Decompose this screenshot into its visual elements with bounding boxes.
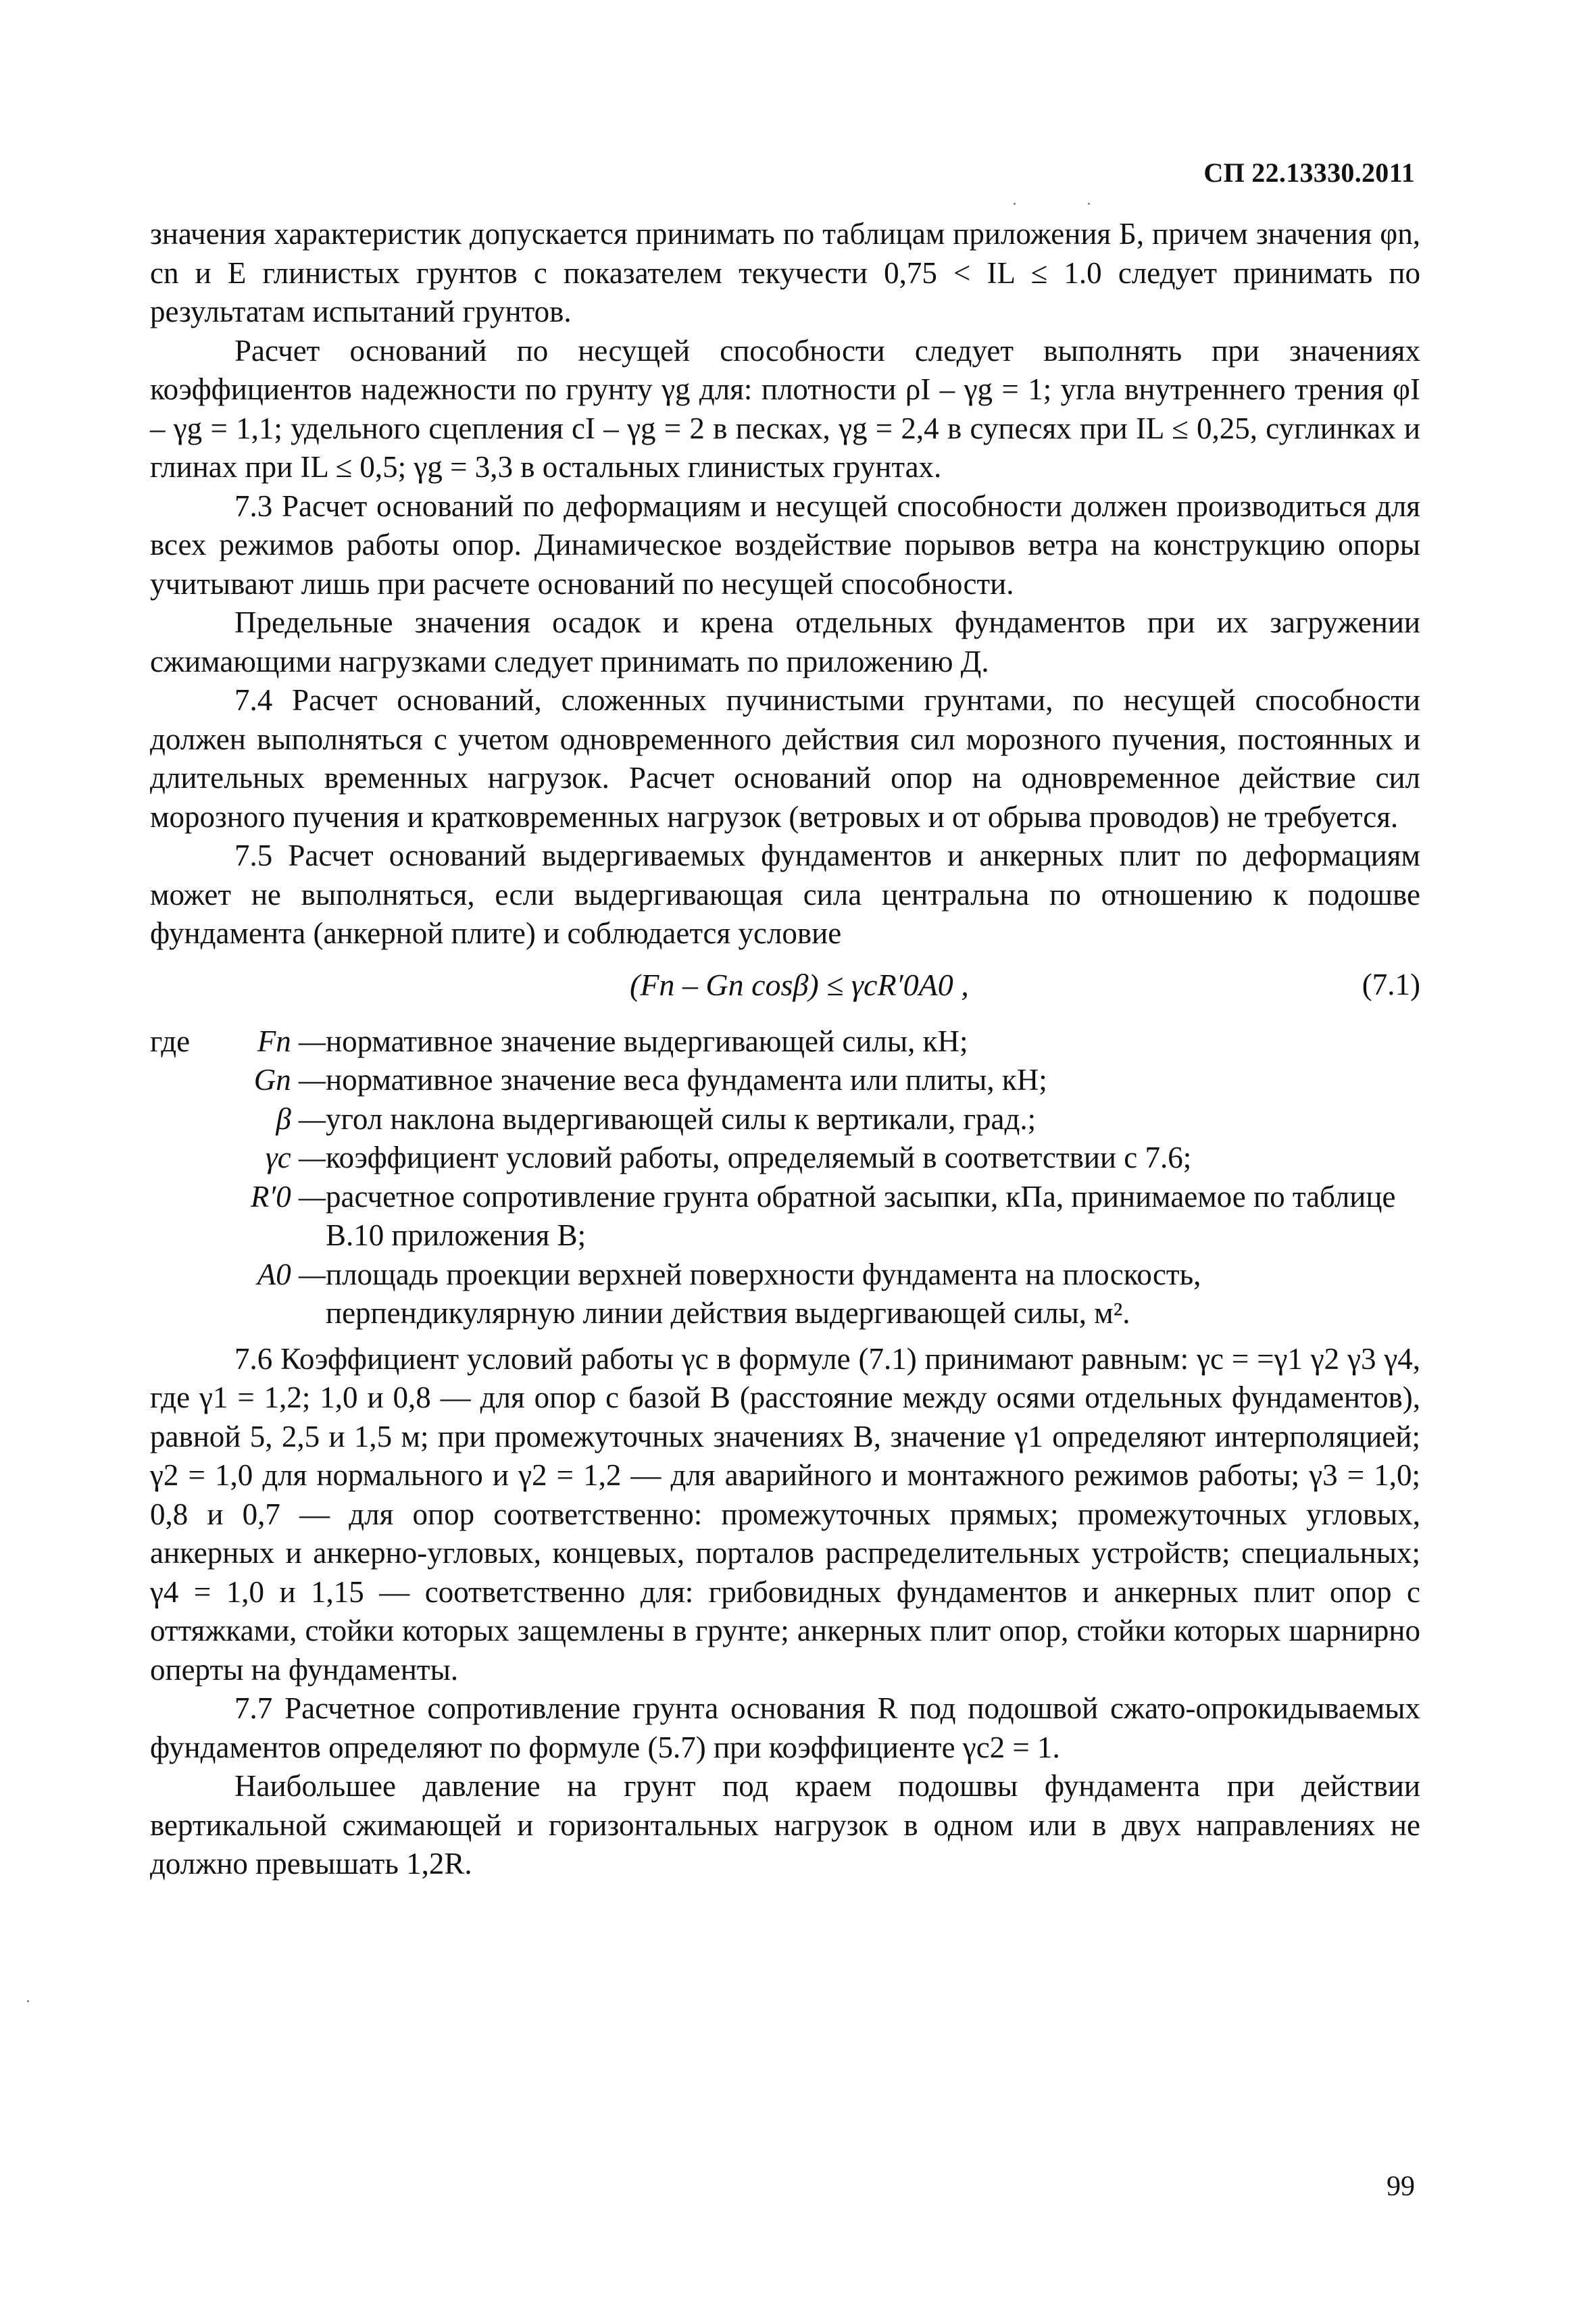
legend-item — [257, 1255, 1420, 1333]
legend-text: коэффициент условий работы, определяемый в соответствии с 7.6; — [326, 1141, 1192, 1174]
scan-speck — [1014, 203, 1016, 205]
legend-symbol: A0 — — [257, 1257, 326, 1291]
legend-symbol: γc — — [266, 1141, 326, 1174]
section-7-7: 7.7 Расчетное сопротивление грунта основания R под подошвой сжато-опрокидываемых фундаментов определяют по формуле (5.7) при коэффициенте γc2 = 1. — [150, 1691, 1420, 1764]
body-text — [150, 215, 1420, 1884]
section-7-5: 7.5 Расчет оснований выдергиваемых фундаментов и анкерных плит по деформациям может не выполняться, если выдергивающая сила центральна по отношению к подошве фундамента (анкерной плите) и соблюдается условие — [150, 839, 1420, 950]
section-7-6: 7.6 Коэффициент условий работы γc в формуле (7.1) принимают равным: γc = =γ1 γ2 γ3 γ4, где γ1 = 1,2; 1,0 и 0,8 — для опор с базой B (расстояние между осями отдельных фундаментов), равной 5, 2,5 и 1,5 м; при промежуточных значениях B, значение γ1 определяют интерполяцией; γ2 = 1,0 для нормального и γ2 = 1,2 — для аварийного и монтажного режимов работы; γ3 = 1,0; 0,8 и 0,7 — для опор соответственно: промежуточных прямых; промежуточных угловых, анкерных и анкерно-угловых, концевых, порталов распределительных устройств; специальных; γ4 = 1,0 и 1,15 — соответственно для: грибовидных фундаментов и анкерных плит опор с оттяжками, стойки которых защемлены в грунте; анкерных плит опор, стойки которых шарнирно оперты на фундаменты. — [150, 1341, 1420, 1687]
legend-item — [257, 1022, 1420, 1062]
paragraph: Расчет оснований по несущей способности следует выполнять при значениях коэффициентов надежности по грунту γg для: плотности ρI – γg = 1; угла внутреннего трения φI – γg = 1,1; удельного сцепления cI – γg = 2 в песках, γg = 2,4 в супесях при IL ≤ 0,25, суглинках и глинах при IL ≤ 0,5; γg = 3,3 в остальных глинистых грунтах. — [150, 333, 1420, 484]
legend-text: нормативное значение выдергивающей силы, кН; — [326, 1024, 968, 1058]
legend-item — [266, 1139, 1420, 1178]
page-number: 99 — [1387, 2171, 1415, 2202]
section-7-3: 7.3 Расчет оснований по деформациям и несущей способности должен производиться для всех режимов работы опор. Динамическое воздействие порывов ветра на конструкцию опоры учитывают лишь при расчете оснований по несущей способности. — [150, 489, 1420, 601]
paragraph: Наибольшее давление на грунт под краем подошвы фундамента при действии вертикальной сжимающей и горизонтальных нагрузок в одном или в двух направлениях не должно превышать 1,2R. — [150, 1769, 1420, 1881]
paragraph: значения характеристик допускается принимать по таблицам приложения Б, причем значения φn, cn и E глинистых грунтов с показателем текучести 0,75 < IL ≤ 1.0 следует принимать по результатам испытаний грунтов. — [150, 217, 1420, 328]
formula-number: (7.1) — [1362, 967, 1420, 1001]
legend-text: расчетное сопротивление грунта обратной засыпки, кПа, принимаемое по таблице В.10 приложения В; — [326, 1179, 1396, 1252]
legend-text: нормативное значение веса фундамента или плиты, кН; — [326, 1063, 1047, 1097]
legend-item — [276, 1100, 1420, 1139]
legend-symbol: R′0 — — [250, 1179, 326, 1214]
legend-item — [250, 1178, 1420, 1255]
formula-row — [150, 960, 1420, 1022]
paragraph: Предельные значения осадок и крена отдельных фундаментов при их загружении сжимающими нагрузками следует принимать по приложению Д. — [150, 605, 1420, 678]
formula-7-1: (Fn – Gn cosβ) ≤ γcR′0A0 , — [630, 967, 969, 1002]
running-header: СП 22.13330.2011 — [1203, 157, 1415, 188]
scan-speck — [1088, 203, 1090, 205]
legend-text: угол наклона выдергивающей силы к вертикали, град.; — [326, 1101, 1037, 1136]
legend-text: площадь проекции верхней поверхности фундамента на плоскость, перпендикулярную линии действия выдергивающей силы, м². — [326, 1257, 1201, 1330]
where-legend — [150, 1022, 1420, 1333]
where-items — [250, 1022, 1420, 1333]
legend-symbol: Fn — — [257, 1024, 326, 1058]
legend-item — [253, 1061, 1420, 1100]
legend-symbol: β — — [276, 1101, 326, 1136]
where-word: где — [150, 1024, 191, 1058]
legend-symbol: Gn — — [253, 1063, 326, 1097]
section-7-4: 7.4 Расчет оснований, сложенных пучинистыми грунтами, по несущей способности должен выполняться с учетом одновременного действия сил морозного пучения, постоянных и длительных временных нагрузок. Расчет оснований опор на одновременное действие сил морозного пучения и кратковременных нагрузок (ветровых и от обрыва проводов) не требуется. — [150, 683, 1420, 834]
scan-speck — [27, 2000, 29, 2002]
